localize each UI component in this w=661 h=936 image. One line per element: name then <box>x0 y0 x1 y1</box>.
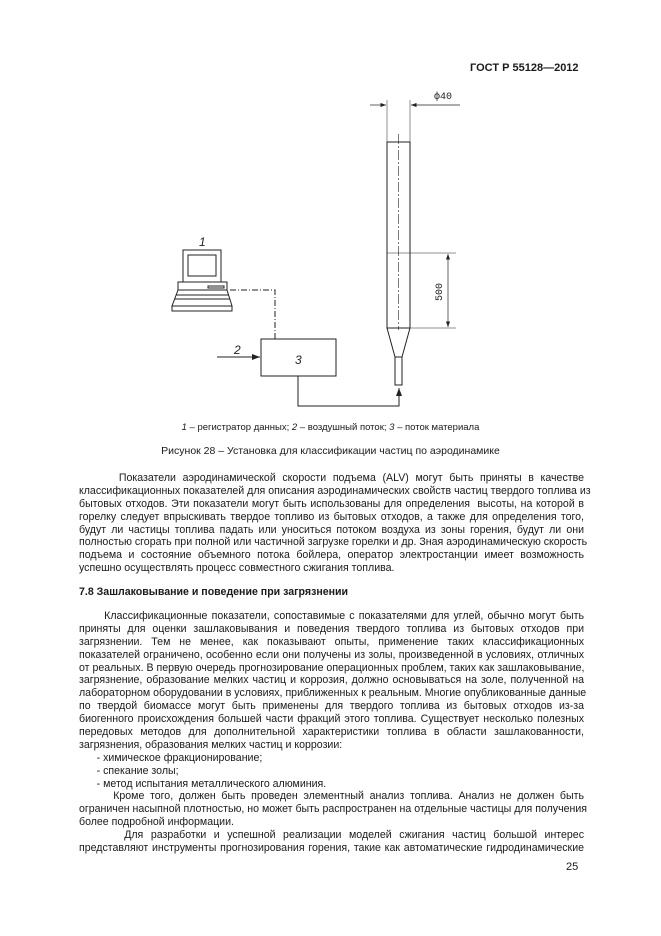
document-header: ГОСТ Р 55128—2012 <box>470 62 579 74</box>
text-line: по твердой биомассе могут быть применены для твердого топлива из бытовых отходов из-за <box>79 700 584 713</box>
callout-2: 2 <box>234 343 241 357</box>
text-line: Для разработки и успешной реализации моделей сжигания частиц большой интерес <box>79 829 584 842</box>
legend-text: – поток материала <box>394 422 480 433</box>
figure-caption: Рисунок 28 – Установка для классификации частиц по аэродинамике <box>161 445 500 457</box>
text-line: успешно осуществлять процесс совместного сжигания топлива. <box>79 562 395 575</box>
paragraph-slagging <box>79 610 588 855</box>
text-line: - спекание золы; <box>79 764 179 777</box>
section-heading: 7.8 Зашлаковывание и поведение при загрязнении <box>79 586 349 598</box>
material-line <box>298 376 399 406</box>
text-line: показателей ограничено, особенно если они получены из золы, произведенной в условиях, отличных <box>79 648 584 661</box>
text-line: классификационных показателей для описания аэродинамических свойств частиц твердого топлива из <box>79 484 591 497</box>
text-line: лабораторном оборудовании в условиях, приближенных к реальным. Многие опубликованные данные <box>79 687 587 700</box>
text-line: бытовых отходов. Эти показатели могут быть использованы для определения высоты, на которой в <box>79 497 584 510</box>
diameter-label: ф40 <box>434 92 453 103</box>
text-line: Классификационные показатели, сопоставимые с показателями для углей, обычно могут быть <box>79 610 584 622</box>
figure-diagram <box>0 0 661 420</box>
text-line: будут ли частицы топлива падать или уноситься потоком воздуха из зоны горения, будут ли они <box>79 523 584 536</box>
text-line: более подробной информации. <box>79 816 234 829</box>
text-line: от реальных. В первую очередь прогнозирование операционных проблем, таких как зашлаковывание, <box>79 661 585 674</box>
column-tube <box>387 100 456 385</box>
text-line: подъема и состояние объемного потока бойлера, оператор электростанции имеет возможность <box>79 549 584 562</box>
legend-text: – регистратор данных; <box>186 422 292 433</box>
text-line: - химическое фракционирование; <box>79 751 263 764</box>
text-line: ограничен насыпной плотностью, но может быть распространен на отдельные частицы для получения <box>79 803 588 816</box>
length-label: 500 <box>435 282 446 301</box>
text-line: биогенного происхождения большей части фракций этого топлива. Существует несколько полезных <box>79 713 584 726</box>
text-line: горелку следует впрыскивать твердое топливо из бытовых отходов, а также для определения того, <box>79 510 584 523</box>
legend-num: 1 <box>181 422 187 433</box>
text-line: загрязнении. Тем не менее, как показывают опыты, применение таких классификационных <box>79 635 584 648</box>
text-line: - метод испытания металлического алюминия. <box>79 777 327 790</box>
paragraph-aerodynamics <box>79 472 591 575</box>
computer-icon <box>172 250 232 311</box>
legend-num: 3 <box>389 422 395 433</box>
legend-num: 2 <box>291 422 298 433</box>
text-line: загрязнения, образования мелких частиц и коррозии: <box>79 738 343 751</box>
callout-3: 3 <box>295 353 302 367</box>
legend-text: – воздушный поток; <box>297 422 390 433</box>
text-line: полностью сгорать при полной или частичной загрузке горелки и др. Зная аэродинамическую скорость <box>79 536 588 549</box>
text-line: Кроме того, должен быть проведен элементный анализ топлива. Анализ не должен быть <box>79 790 584 803</box>
data-line <box>230 290 275 339</box>
text-line: приняты для оценки зашлаковывания и поведения твердого топлива из бытовых отходов при <box>79 622 584 635</box>
text-line: загрязнение, образование мелких частиц и коррозия, должно основываться на золе, полученной на <box>79 674 584 687</box>
callout-1: 1 <box>199 235 206 249</box>
page-number: 25 <box>566 861 579 873</box>
text-line: представляют инструменты прогнозирования горения, такие как автоматические гидродинамические <box>79 842 584 855</box>
figure-legend <box>0 422 661 433</box>
text-line: Показатели аэродинамической скорости подъема (ALV) могут быть приняты в качестве <box>79 472 584 484</box>
text-line: передовых методов для дополнительной характеристики топлива в области зашлакованности, <box>79 726 584 739</box>
